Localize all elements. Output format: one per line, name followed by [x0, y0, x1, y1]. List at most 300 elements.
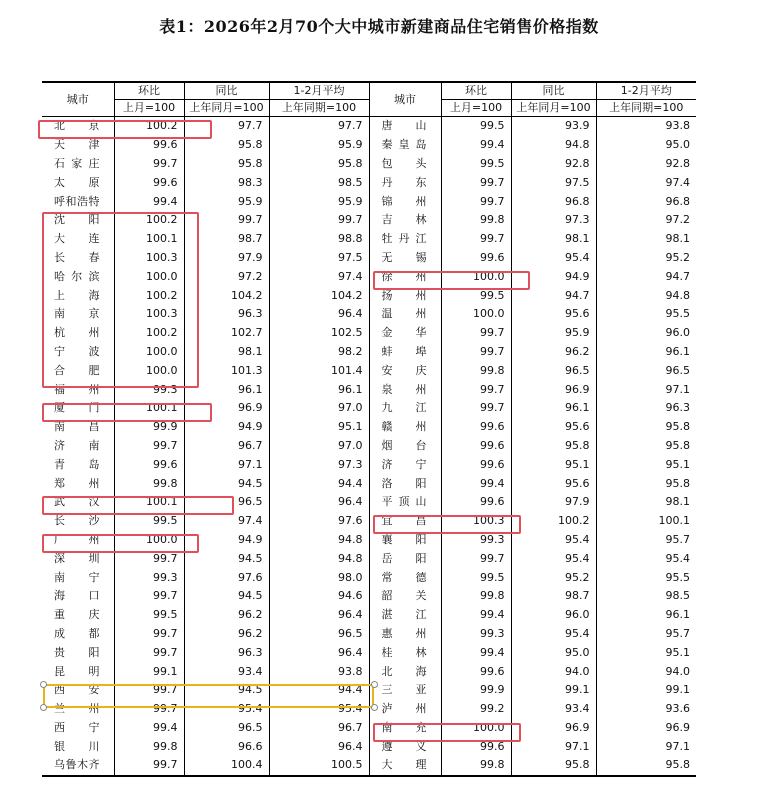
avg-cell: 97.0	[269, 437, 369, 456]
table-row	[42, 380, 696, 399]
city-cell: 深圳	[54, 551, 100, 565]
yoy-cell-right: 94.7	[511, 286, 596, 305]
header-yoy-right: 同比	[511, 82, 596, 100]
yoy-cell-right: 95.2	[511, 568, 596, 587]
mom-cell: 99.5	[114, 512, 184, 531]
mom-cell: 100.2	[114, 211, 184, 230]
yoy-cell-right: 99.1	[511, 681, 596, 700]
yoy-cell-right: 95.4	[511, 249, 596, 268]
mom-cell-right: 99.4	[441, 606, 511, 625]
city-cell-right: 赣州	[369, 418, 441, 437]
mom-cell: 99.9	[114, 418, 184, 437]
mom-cell: 99.6	[114, 173, 184, 192]
mom-cell: 100.2	[114, 286, 184, 305]
yoy-cell: 98.1	[184, 343, 269, 362]
header-avg-base: 上年同期=100	[269, 100, 369, 117]
table-row	[42, 606, 696, 625]
mom-cell-right: 99.6	[441, 455, 511, 474]
table-row	[42, 286, 696, 305]
city-cell-right: 惠州	[369, 625, 441, 644]
mom-cell: 99.7	[114, 681, 184, 700]
mom-cell: 99.7	[114, 437, 184, 456]
yoy-cell-right: 96.9	[511, 380, 596, 399]
city-cell-right: 锦州	[369, 192, 441, 211]
yoy-cell: 96.5	[184, 719, 269, 738]
yoy-cell-right: 93.4	[511, 700, 596, 719]
city-cell: 沈阳	[54, 213, 100, 227]
city-cell-right: 三亚	[369, 681, 441, 700]
mom-cell-right: 99.6	[441, 437, 511, 456]
yoy-cell-right: 95.0	[511, 643, 596, 662]
yoy-cell: 96.5	[184, 493, 269, 512]
avg-cell: 104.2	[269, 286, 369, 305]
mom-cell-right: 99.4	[441, 474, 511, 493]
city-cell-right: 金华	[369, 324, 441, 343]
selection-handle-top-right[interactable]	[371, 681, 378, 688]
mom-cell-right: 99.4	[441, 643, 511, 662]
mom-cell: 99.6	[114, 455, 184, 474]
city-cell-right: 无锡	[369, 249, 441, 268]
avg-cell-right: 98.1	[596, 493, 696, 512]
yoy-cell: 96.2	[184, 606, 269, 625]
city-cell-right: 北海	[369, 662, 441, 681]
city-cell-right: 包头	[369, 155, 441, 174]
yoy-cell-right: 97.9	[511, 493, 596, 512]
yoy-cell: 96.7	[184, 437, 269, 456]
city-cell: 西安	[54, 683, 100, 697]
mom-cell-right: 99.8	[441, 211, 511, 230]
table-row	[42, 455, 696, 474]
mom-cell-right: 100.3	[441, 512, 511, 531]
yoy-cell: 96.3	[184, 643, 269, 662]
avg-cell-right: 95.8	[596, 756, 696, 776]
avg-cell-right: 96.0	[596, 324, 696, 343]
avg-cell: 96.4	[269, 643, 369, 662]
table-row	[42, 399, 696, 418]
avg-cell: 93.8	[269, 662, 369, 681]
header-avg-right: 1-2月平均	[596, 82, 696, 100]
yoy-cell-right: 95.4	[511, 549, 596, 568]
header-avg: 1-2月平均	[269, 82, 369, 100]
mom-cell: 100.0	[114, 531, 184, 550]
table-row	[42, 267, 696, 286]
mom-cell: 100.1	[114, 493, 184, 512]
city-cell: 青岛	[54, 457, 100, 471]
city-cell-right: 湛江	[369, 606, 441, 625]
city-cell: 太原	[54, 175, 100, 189]
avg-cell: 100.5	[269, 756, 369, 776]
yoy-cell: 99.7	[184, 211, 269, 230]
city-cell-right: 烟台	[369, 437, 441, 456]
mom-cell: 100.0	[114, 267, 184, 286]
city-cell-right: 牡丹江	[369, 230, 441, 249]
header-yoy: 同比	[184, 82, 269, 100]
yoy-cell-right: 98.7	[511, 587, 596, 606]
avg-cell-right: 99.1	[596, 681, 696, 700]
city-cell: 南京	[54, 307, 100, 321]
table-row	[42, 305, 696, 324]
avg-cell-right: 94.8	[596, 286, 696, 305]
city-cell: 合肥	[54, 363, 100, 377]
mom-cell-right: 99.5	[441, 155, 511, 174]
city-cell: 银川	[54, 739, 100, 753]
mom-cell: 99.7	[114, 756, 184, 776]
table-row	[42, 173, 696, 192]
yoy-cell-right: 96.2	[511, 343, 596, 362]
avg-cell-right: 96.1	[596, 606, 696, 625]
mom-cell-right: 99.3	[441, 625, 511, 644]
city-cell-right: 泸州	[369, 700, 441, 719]
yoy-cell: 94.9	[184, 531, 269, 550]
yoy-cell: 97.2	[184, 267, 269, 286]
avg-cell: 102.5	[269, 324, 369, 343]
city-cell-right: 九江	[369, 399, 441, 418]
yoy-cell-right: 96.0	[511, 606, 596, 625]
mom-cell: 99.4	[114, 719, 184, 738]
mom-cell: 100.2	[114, 117, 184, 136]
avg-cell: 97.0	[269, 399, 369, 418]
table-row	[42, 681, 696, 700]
mom-cell-right: 99.5	[441, 117, 511, 136]
city-cell-right: 南充	[369, 719, 441, 738]
city-cell-right: 唐山	[369, 117, 441, 136]
city-cell: 兰州	[54, 702, 100, 716]
avg-cell: 97.3	[269, 455, 369, 474]
yoy-cell-right: 98.1	[511, 230, 596, 249]
city-cell: 郑州	[54, 476, 100, 490]
mom-cell: 99.6	[114, 136, 184, 155]
yoy-cell-right: 95.4	[511, 531, 596, 550]
yoy-cell: 100.4	[184, 756, 269, 776]
yoy-cell: 97.4	[184, 512, 269, 531]
mom-cell-right: 99.7	[441, 324, 511, 343]
yoy-cell: 102.7	[184, 324, 269, 343]
table-row	[42, 700, 696, 719]
header-city-right: 城市	[369, 82, 441, 117]
yoy-cell: 93.4	[184, 662, 269, 681]
city-cell: 哈尔滨	[54, 269, 100, 283]
avg-cell: 98.0	[269, 568, 369, 587]
header-yoy-base-right: 上年同月=100	[511, 100, 596, 117]
city-cell: 福州	[54, 382, 100, 396]
mom-cell-right: 99.6	[441, 662, 511, 681]
avg-cell-right: 97.1	[596, 737, 696, 756]
yoy-cell-right: 100.2	[511, 512, 596, 531]
avg-cell: 94.4	[269, 681, 369, 700]
avg-cell-right: 95.8	[596, 437, 696, 456]
table-row	[42, 737, 696, 756]
table-row	[42, 568, 696, 587]
city-cell: 呼和浩特	[54, 194, 100, 208]
mom-cell-right: 99.9	[441, 681, 511, 700]
avg-cell-right: 92.8	[596, 155, 696, 174]
avg-cell-right: 95.5	[596, 568, 696, 587]
table-row	[42, 117, 696, 136]
mom-cell-right: 99.7	[441, 380, 511, 399]
avg-cell-right: 95.2	[596, 249, 696, 268]
header-mom-right: 环比	[441, 82, 511, 100]
table-row	[42, 493, 696, 512]
header-yoy-base: 上年同月=100	[184, 100, 269, 117]
mom-cell-right: 99.8	[441, 361, 511, 380]
yoy-cell: 98.3	[184, 173, 269, 192]
yoy-cell: 94.9	[184, 418, 269, 437]
avg-cell-right: 94.7	[596, 267, 696, 286]
city-cell: 贵阳	[54, 645, 100, 659]
city-cell: 南宁	[54, 570, 100, 584]
mom-cell: 99.8	[114, 737, 184, 756]
city-cell: 昆明	[54, 664, 100, 678]
avg-cell-right: 98.5	[596, 587, 696, 606]
table-row	[42, 230, 696, 249]
price-index-table	[42, 81, 696, 777]
city-cell: 西宁	[54, 720, 100, 734]
table-body	[42, 117, 696, 776]
avg-cell-right: 95.1	[596, 455, 696, 474]
avg-cell: 97.4	[269, 267, 369, 286]
yoy-cell: 96.6	[184, 737, 269, 756]
yoy-cell-right: 95.6	[511, 474, 596, 493]
yoy-cell: 97.1	[184, 455, 269, 474]
table-row	[42, 531, 696, 550]
table-row	[42, 719, 696, 738]
avg-cell-right: 96.8	[596, 192, 696, 211]
yoy-cell-right: 97.5	[511, 173, 596, 192]
yoy-cell: 96.1	[184, 380, 269, 399]
yoy-cell-right: 95.9	[511, 324, 596, 343]
avg-cell: 96.4	[269, 305, 369, 324]
mom-cell: 99.7	[114, 625, 184, 644]
mom-cell-right: 99.2	[441, 700, 511, 719]
yoy-cell: 95.4	[184, 700, 269, 719]
avg-cell-right: 95.7	[596, 531, 696, 550]
mom-cell-right: 99.7	[441, 343, 511, 362]
yoy-cell-right: 95.8	[511, 437, 596, 456]
table-row	[42, 512, 696, 531]
mom-cell-right: 99.6	[441, 418, 511, 437]
table-row	[42, 643, 696, 662]
table-row	[42, 155, 696, 174]
mom-cell: 100.0	[114, 361, 184, 380]
mom-cell: 99.7	[114, 549, 184, 568]
city-cell-right: 常德	[369, 568, 441, 587]
yoy-cell-right: 95.4	[511, 625, 596, 644]
city-cell-right: 丹东	[369, 173, 441, 192]
mom-cell-right: 99.7	[441, 230, 511, 249]
yoy-cell: 104.2	[184, 286, 269, 305]
yoy-cell-right: 95.6	[511, 305, 596, 324]
table-row	[42, 756, 696, 776]
city-cell-right: 徐州	[369, 267, 441, 286]
table-row	[42, 437, 696, 456]
city-cell: 乌鲁木齐	[42, 756, 114, 776]
avg-cell: 96.4	[269, 737, 369, 756]
mom-cell-right: 99.7	[441, 173, 511, 192]
selection-handle-bottom-left[interactable]	[40, 704, 47, 711]
city-cell-right: 蚌埠	[369, 343, 441, 362]
avg-cell-right: 96.3	[596, 399, 696, 418]
city-cell-right: 洛阳	[369, 474, 441, 493]
header-avg-base-right: 上年同期=100	[596, 100, 696, 117]
mom-cell: 99.7	[114, 155, 184, 174]
avg-cell: 97.7	[269, 117, 369, 136]
table-row	[42, 549, 696, 568]
mom-cell: 100.3	[114, 249, 184, 268]
table-row	[42, 211, 696, 230]
avg-cell: 98.2	[269, 343, 369, 362]
city-cell: 长沙	[54, 514, 100, 528]
selection-handle-bottom-right[interactable]	[371, 704, 378, 711]
header-city: 城市	[42, 82, 114, 117]
mom-cell-right: 99.5	[441, 286, 511, 305]
table-row	[42, 662, 696, 681]
avg-cell: 95.9	[269, 136, 369, 155]
avg-cell: 94.8	[269, 549, 369, 568]
avg-cell: 95.8	[269, 155, 369, 174]
yoy-cell-right: 95.1	[511, 455, 596, 474]
city-cell-right: 遵义	[369, 737, 441, 756]
yoy-cell-right: 97.3	[511, 211, 596, 230]
city-cell: 杭州	[54, 326, 100, 340]
city-cell-right: 济宁	[369, 455, 441, 474]
avg-cell-right: 96.1	[596, 343, 696, 362]
avg-cell-right: 95.8	[596, 474, 696, 493]
mom-cell: 99.7	[114, 643, 184, 662]
avg-cell: 97.6	[269, 512, 369, 531]
city-cell-right: 桂林	[369, 643, 441, 662]
avg-cell-right: 97.2	[596, 211, 696, 230]
header-mom-base: 上月=100	[114, 100, 184, 117]
avg-cell-right: 95.0	[596, 136, 696, 155]
yoy-cell-right: 96.8	[511, 192, 596, 211]
avg-cell: 98.5	[269, 173, 369, 192]
mom-cell: 100.0	[114, 343, 184, 362]
table-row	[42, 361, 696, 380]
city-cell-right: 泉州	[369, 380, 441, 399]
city-cell-right: 秦皇岛	[369, 136, 441, 155]
mom-cell-right: 99.7	[441, 549, 511, 568]
city-cell-right: 岳阳	[369, 549, 441, 568]
city-cell: 天津	[54, 138, 100, 152]
yoy-cell: 94.5	[184, 681, 269, 700]
city-cell: 石家庄	[54, 156, 100, 170]
avg-cell-right: 95.7	[596, 625, 696, 644]
avg-cell-right: 95.4	[596, 549, 696, 568]
mom-cell: 100.3	[114, 305, 184, 324]
city-cell: 重庆	[54, 608, 100, 622]
yoy-cell: 94.5	[184, 474, 269, 493]
yoy-cell: 95.8	[184, 155, 269, 174]
table-row	[42, 343, 696, 362]
avg-cell: 94.4	[269, 474, 369, 493]
city-cell: 大连	[54, 232, 100, 246]
yoy-cell-right: 95.6	[511, 418, 596, 437]
yoy-cell-right: 95.8	[511, 756, 596, 776]
mom-cell: 99.1	[114, 662, 184, 681]
yoy-cell: 95.9	[184, 192, 269, 211]
city-cell: 济南	[54, 438, 100, 452]
city-cell: 长春	[54, 250, 100, 264]
city-cell-right: 襄阳	[369, 531, 441, 550]
city-cell: 成都	[54, 626, 100, 640]
mom-cell-right: 99.8	[441, 587, 511, 606]
mom-cell-right: 99.4	[441, 136, 511, 155]
yoy-cell: 95.8	[184, 136, 269, 155]
avg-cell-right: 95.5	[596, 305, 696, 324]
avg-cell-right: 98.1	[596, 230, 696, 249]
city-cell-right: 宜昌	[369, 512, 441, 531]
mom-cell: 99.3	[114, 568, 184, 587]
table-row	[42, 192, 696, 211]
city-cell: 上海	[54, 288, 100, 302]
city-cell: 北京	[54, 119, 100, 133]
yoy-cell-right: 97.1	[511, 737, 596, 756]
yoy-cell-right: 96.5	[511, 361, 596, 380]
avg-cell: 96.5	[269, 625, 369, 644]
mom-cell-right: 99.5	[441, 568, 511, 587]
yoy-cell-right: 93.9	[511, 117, 596, 136]
city-cell: 海口	[54, 589, 100, 603]
avg-cell-right: 96.9	[596, 719, 696, 738]
mom-cell: 100.2	[114, 324, 184, 343]
avg-cell: 94.6	[269, 587, 369, 606]
table-row	[42, 249, 696, 268]
mom-cell: 99.7	[114, 700, 184, 719]
mom-cell: 99.3	[114, 380, 184, 399]
header-mom: 环比	[114, 82, 184, 100]
avg-cell: 95.9	[269, 192, 369, 211]
avg-cell: 96.7	[269, 719, 369, 738]
avg-cell: 96.4	[269, 606, 369, 625]
selection-handle-top-left[interactable]	[40, 681, 47, 688]
avg-cell: 99.7	[269, 211, 369, 230]
mom-cell-right: 100.0	[441, 305, 511, 324]
yoy-cell-right: 96.1	[511, 399, 596, 418]
yoy-cell: 94.5	[184, 549, 269, 568]
city-cell-right: 安庆	[369, 361, 441, 380]
mom-cell-right: 99.8	[441, 756, 511, 776]
yoy-cell: 94.5	[184, 587, 269, 606]
city-cell-right: 扬州	[369, 286, 441, 305]
avg-cell: 94.8	[269, 531, 369, 550]
yoy-cell: 96.2	[184, 625, 269, 644]
table-title: 表1：2026年2月70个大中城市新建商品住宅销售价格指数	[159, 17, 599, 36]
avg-cell-right: 97.4	[596, 173, 696, 192]
table-row	[42, 324, 696, 343]
mom-cell-right: 99.3	[441, 531, 511, 550]
mom-cell-right: 99.7	[441, 399, 511, 418]
yoy-cell-right: 94.8	[511, 136, 596, 155]
yoy-cell-right: 96.9	[511, 719, 596, 738]
city-cell-right: 韶关	[369, 587, 441, 606]
mom-cell-right: 99.7	[441, 192, 511, 211]
mom-cell-right: 99.6	[441, 737, 511, 756]
city-cell: 厦门	[54, 401, 100, 415]
avg-cell: 97.5	[269, 249, 369, 268]
avg-cell-right: 93.8	[596, 117, 696, 136]
table-row	[42, 625, 696, 644]
mom-cell-right: 99.6	[441, 249, 511, 268]
yoy-cell-right: 94.0	[511, 662, 596, 681]
mom-cell-right: 99.6	[441, 493, 511, 512]
mom-cell-right: 100.0	[441, 719, 511, 738]
yoy-cell: 97.6	[184, 568, 269, 587]
yoy-cell: 96.3	[184, 305, 269, 324]
avg-cell-right: 94.0	[596, 662, 696, 681]
table-row	[42, 587, 696, 606]
avg-cell-right: 100.1	[596, 512, 696, 531]
yoy-cell: 96.9	[184, 399, 269, 418]
